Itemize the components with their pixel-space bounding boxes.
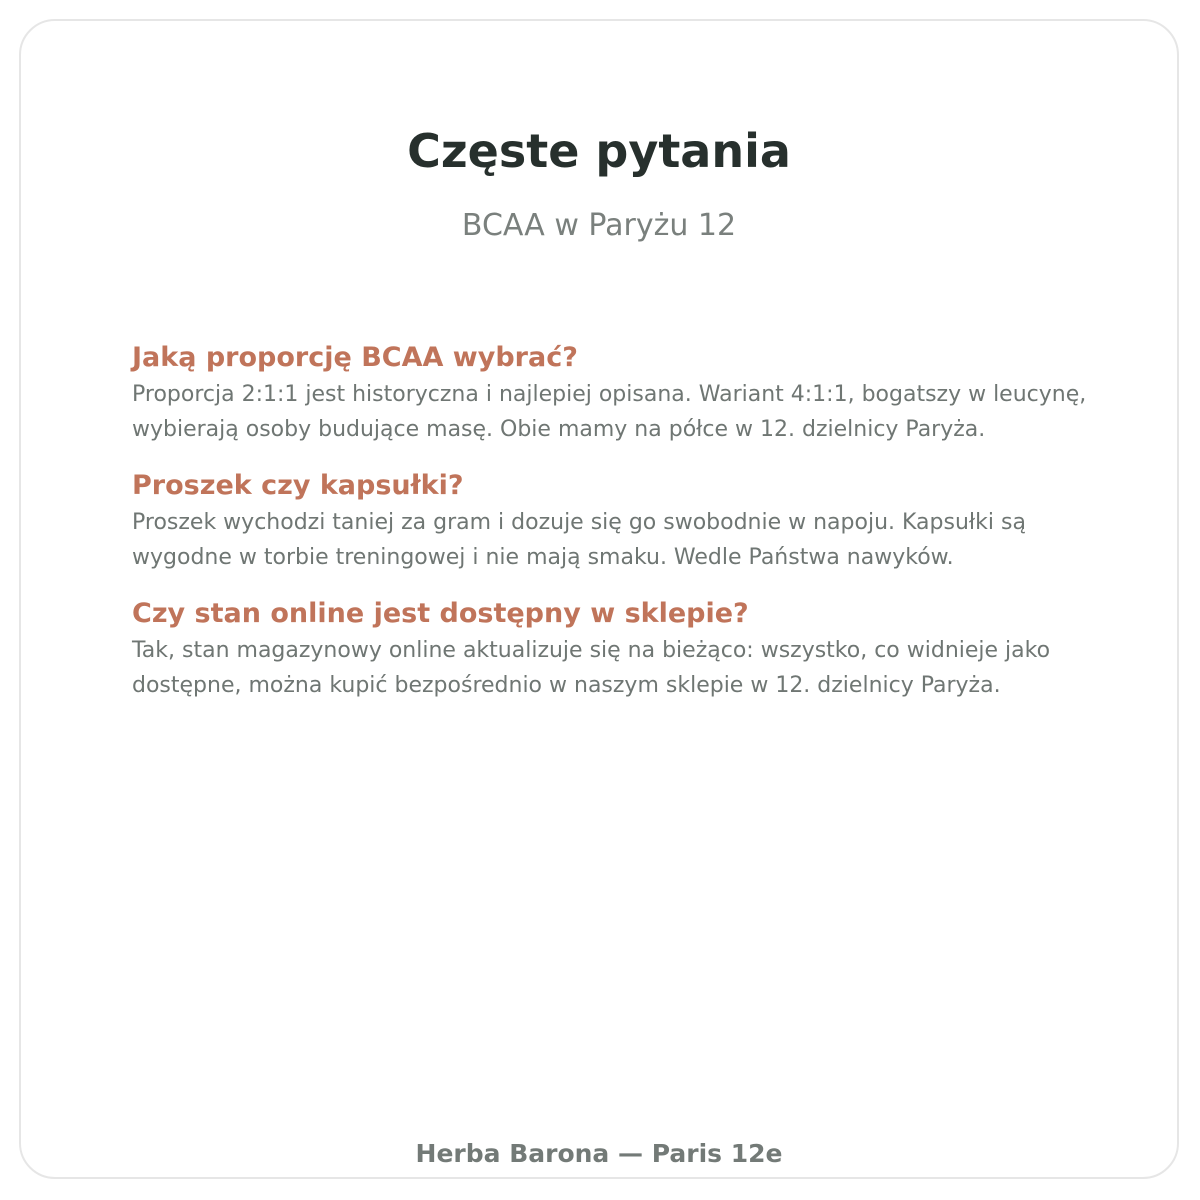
faq-question: Jaką proporcję BCAA wybrać? (132, 342, 578, 373)
page-subtitle: BCAA w Paryżu 12 (461, 208, 737, 243)
faq-question: Proszek czy kapsułki? (132, 470, 464, 501)
faq-answer: Proszek wychodzi taniej za gram i dozuje się go swobodnie w napoju. Kapsułki są wygodne w torbie treningowej i nie mają smaku. Wedle Państwa nawyków. (132, 510, 1026, 570)
faq-answer: Proporcja 2:1:1 jest historyczna i najlepiej opisana. Wariant 4:1:1, bogatszy w leucynę, wybierają osoby budujące masę. Obie mamy na półce w 12. dzielnicy Paryża. (132, 382, 1087, 442)
page-title: Częste pytania (407, 124, 791, 178)
faq-item-ratio (132, 339, 1132, 447)
footer-brand: Herba Barona — Paris 12e (415, 1139, 783, 1168)
faq-item-stock (132, 595, 1132, 703)
faq-list (132, 339, 1132, 723)
faq-answer: Tak, stan magazynowy online aktualizuje się na bieżąco: wszystko, co widnieje jako dostępne, można kupić bezpośrednio w naszym sklepie w 12. dzielnicy Paryża. (132, 638, 1051, 698)
faq-question: Czy stan online jest dostępny w sklepie? (132, 598, 749, 629)
faq-item-form (132, 467, 1132, 575)
faq-card (19, 19, 1179, 1179)
